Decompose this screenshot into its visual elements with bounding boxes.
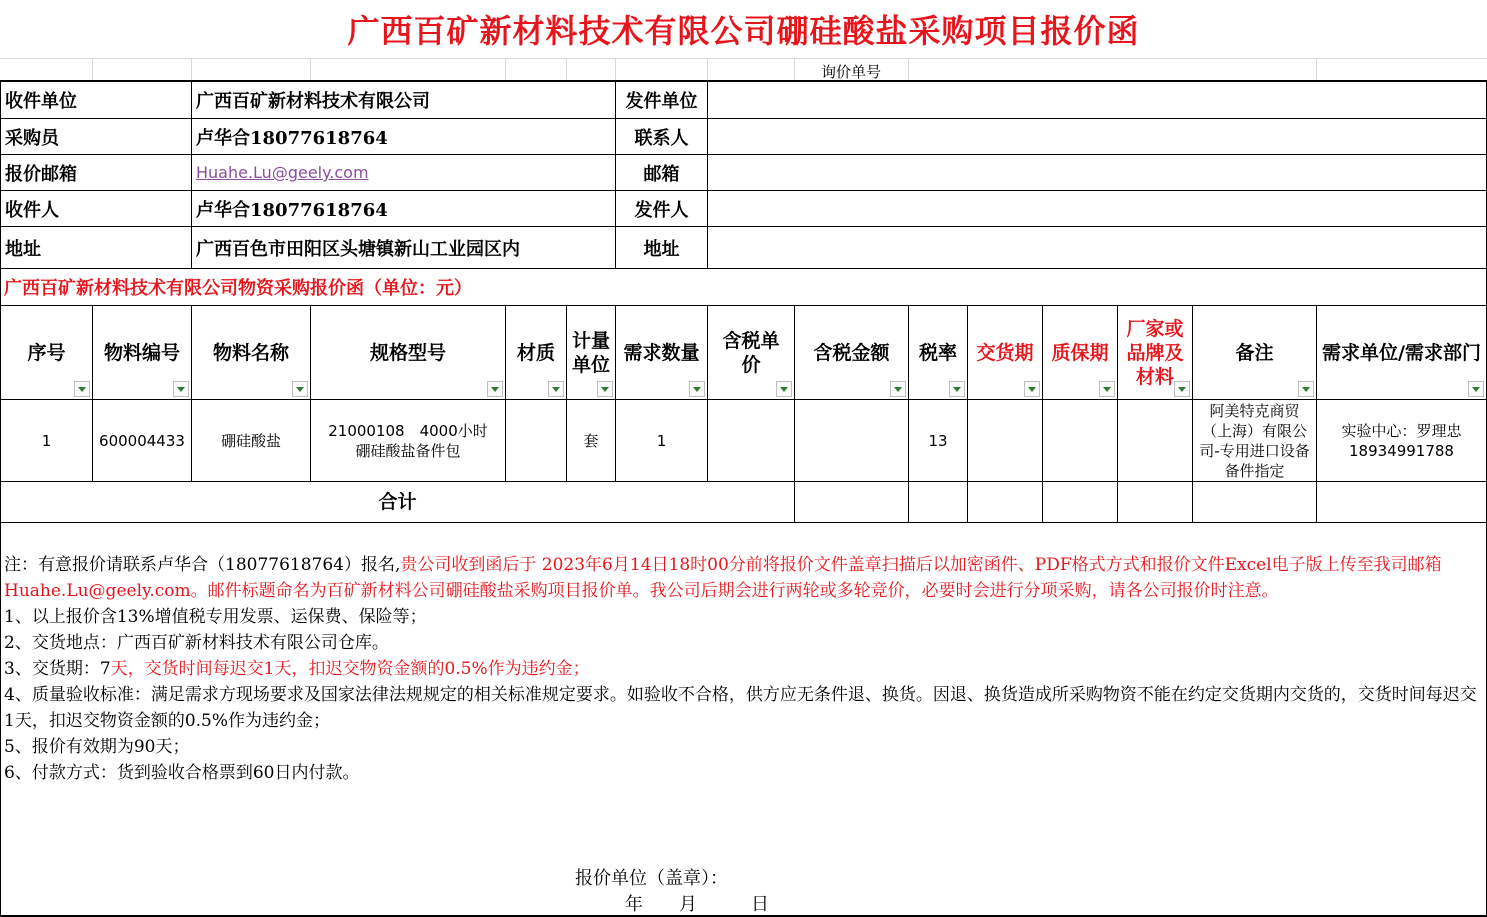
info-label-receiving-unit: 收件单位 (5, 91, 77, 112)
notes-item-3-red: 天，交货时间每迟交1天，扣迟交物资金额的0.5%作为违约金； (110, 659, 590, 679)
filter-dropdown-icon[interactable] (292, 381, 308, 397)
filter-dropdown-icon[interactable] (949, 381, 965, 397)
grid-line (566, 58, 567, 80)
cell-material-code: 600004433 (99, 431, 185, 450)
col-header-material-name: 物料名称 (212, 341, 289, 364)
border-line (0, 522, 1487, 523)
info-value-recipient: 卢华合18077618764 (196, 199, 388, 221)
section-title: 广西百矿新材料技术有限公司物资采购报价函（单位：元） (4, 278, 472, 299)
filter-dropdown-icon[interactable] (173, 381, 189, 397)
info-value-email[interactable] (708, 155, 1486, 190)
cell-unit-price[interactable] (708, 400, 794, 481)
page-title: 广西百矿新材料技术有限公司硼硅酸盐采购项目报价函 (347, 12, 1140, 50)
notes-item-6: 6、付款方式：货到验收合格票到60日内付款。 (4, 763, 360, 783)
info-label-address-right: 地址 (643, 238, 680, 260)
filter-dropdown-icon[interactable] (548, 381, 564, 397)
border-line (0, 268, 1487, 269)
info-value-address-right[interactable] (708, 227, 1486, 268)
signature-date-label: 年 月 日 (625, 894, 769, 915)
grid-line (1316, 58, 1317, 80)
info-value-contact[interactable] (708, 119, 1486, 154)
filter-dropdown-icon[interactable] (1174, 381, 1190, 397)
cell-quantity: 1 (656, 431, 667, 450)
col-header-material: 材质 (516, 341, 555, 364)
filter-dropdown-icon[interactable] (74, 381, 90, 397)
col-header-material-code: 物料编号 (103, 341, 180, 364)
filter-dropdown-icon[interactable] (689, 381, 705, 397)
cell-unit: 套 (583, 431, 599, 450)
filter-dropdown-icon[interactable] (776, 381, 792, 397)
col-header-warranty: 质保期 (1051, 341, 1109, 364)
cell-tax-rate: 13 (928, 431, 948, 450)
col-header-delivery: 交货期 (976, 341, 1034, 364)
notes-item-4: 4、质量验收标准：满足需求方现场要求及国家法律法规规定的相关标准规定要求。如验收不合格，供方应无条件退、换货。因退、换货造成所采购物资不能在约定交货期内交货的，交货时间每迟交1天，扣迟交物资金额的0.5%作为违约金； (4, 685, 1477, 731)
col-header-amount: 含税金额 (813, 341, 890, 364)
grid-line (191, 58, 192, 80)
notes-item-2: 2、交货地点：广西百矿新材料技术有限公司仓库。 (4, 633, 389, 653)
border-line (0, 522, 1, 917)
filter-dropdown-icon[interactable] (1024, 381, 1040, 397)
grid-line (0, 58, 1487, 59)
grid-line (707, 58, 708, 80)
info-label-buyer: 采购员 (5, 127, 59, 149)
filter-dropdown-icon[interactable] (1298, 381, 1314, 397)
cell-material-name: 硼硅酸盐 (220, 431, 281, 450)
grid-line (92, 58, 93, 80)
col-header-remarks: 备注 (1235, 341, 1274, 364)
col-header-unit: 计量单位 (571, 329, 610, 376)
filter-dropdown-icon[interactable] (1468, 381, 1484, 397)
total-label: 合计 (378, 491, 417, 513)
grid-line (505, 58, 506, 80)
notes-intro (4, 552, 1482, 604)
notes-item-3 (4, 656, 1482, 682)
cell-dept: 实验中心：罗理忠18934991788 (1341, 421, 1462, 460)
signature-company-label: 报价单位（盖章）： (575, 868, 728, 889)
filter-dropdown-icon[interactable] (487, 381, 503, 397)
info-label-contact: 联系人 (634, 127, 689, 149)
info-label-email: 邮箱 (643, 163, 680, 185)
notes-item-3-black: 3、交货期：7 (4, 659, 111, 679)
cell-amount[interactable] (795, 400, 908, 481)
info-label-sender: 发件人 (634, 199, 689, 221)
notes-intro-red: 贵公司收到函后于 2023年6月14日18时00分前将报价文件盖章扫描后以加密函件、PDF格式方式和报价文件Excel电子版上传至我司邮箱Huahe.Lu@geely.com。邮件标题命名为百矿新材料公司硼硅酸盐采购项目报价单。我公司后期会进行两轮或多轮竞价，必要时会进行分项采购，请各公司报价时注意。 (4, 555, 1442, 601)
cell-material[interactable] (506, 400, 566, 481)
email-link[interactable]: Huahe.Lu@geely.com (196, 163, 369, 182)
info-label-quote-email: 报价邮箱 (5, 163, 77, 185)
grid-line (908, 58, 909, 80)
grid-line (615, 58, 616, 80)
col-header-unit-price: 含税单价 (722, 329, 780, 376)
cell-delivery[interactable] (968, 400, 1042, 481)
col-header-seq: 序号 (27, 341, 66, 364)
filter-dropdown-icon[interactable] (597, 381, 613, 397)
col-header-spec: 规格型号 (369, 341, 446, 364)
info-value-address: 广西百色市田阳区头塘镇新山工业园区内 (196, 238, 520, 260)
cell-brand[interactable] (1118, 400, 1192, 481)
info-label-recipient: 收件人 (5, 199, 59, 221)
notes-item-5: 5、报价有效期为90天； (4, 737, 190, 757)
filter-dropdown-icon[interactable] (1099, 381, 1115, 397)
info-value-sender[interactable] (708, 191, 1486, 226)
grid-line (310, 58, 311, 80)
col-header-tax-rate: 税率 (918, 341, 957, 364)
col-header-quantity: 需求数量 (623, 341, 700, 364)
notes-intro-black: 注：有意报价请联系卢华合（18077618764）报名, (4, 555, 401, 575)
cell-seq: 1 (41, 431, 52, 450)
col-header-dept: 需求单位/需求部门 (1322, 341, 1481, 364)
info-value-sending-unit[interactable] (708, 82, 1486, 118)
notes-item-1: 1、以上报价含13%增值税专用发票、运保费、保险等； (4, 607, 427, 627)
info-value-quote-email (192, 155, 615, 190)
inquiry-number-label: 询价单号 (820, 62, 881, 81)
info-value-receiving-unit: 广西百矿新材料技术有限公司 (196, 91, 430, 112)
info-value-buyer: 卢华合18077618764 (196, 127, 388, 149)
info-label-address: 地址 (5, 238, 41, 260)
cell-warranty[interactable] (1043, 400, 1117, 481)
filter-dropdown-icon[interactable] (890, 381, 906, 397)
col-header-brand: 厂家或品牌及材料 (1126, 317, 1184, 388)
cell-remarks: 阿美特克商贸（上海）有限公司-专用进口设备备件指定 (1199, 401, 1310, 480)
cell-spec: 21000108 4000小时硼硅酸盐备件包 (328, 421, 488, 460)
notes-section (4, 552, 1482, 786)
info-label-sending-unit: 发件单位 (625, 91, 698, 112)
